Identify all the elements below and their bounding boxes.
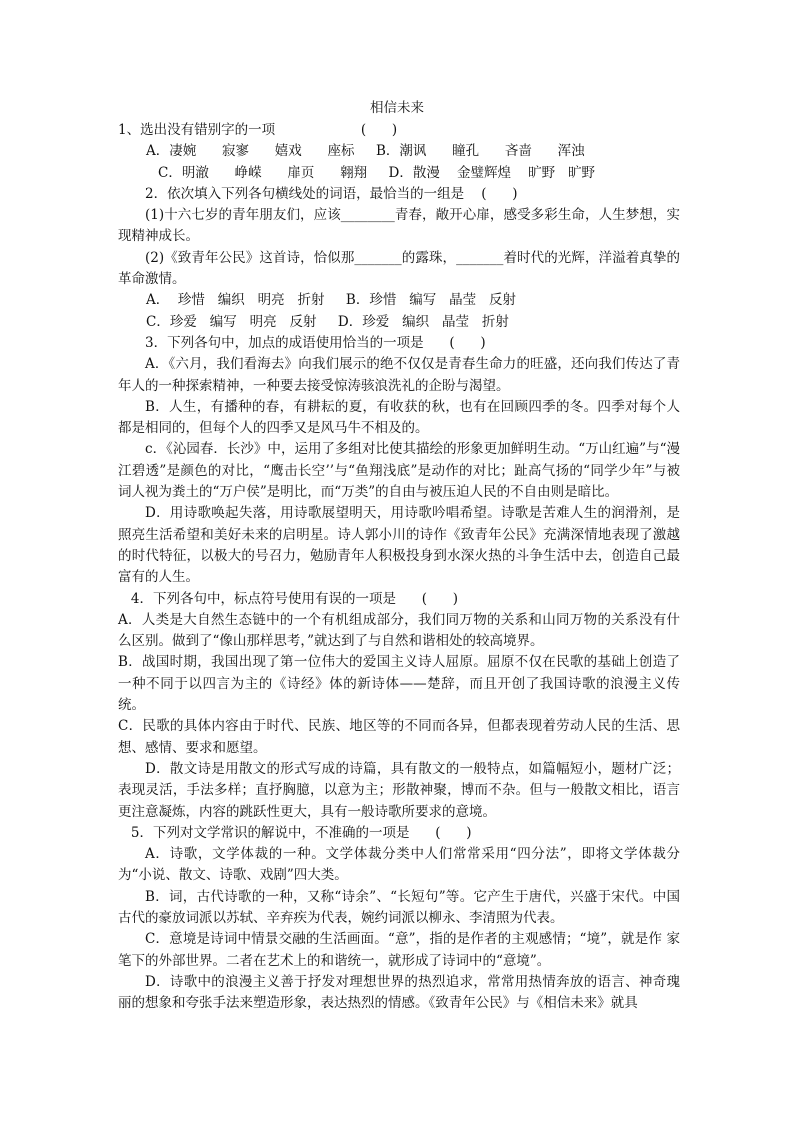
text-line: (2)《致青年公民》这首诗，恰似那_______的露珠，_______着时代的光辉，洋溢着真挚的革命激情。: [118, 249, 680, 288]
text-line: (1)十六七岁的青年朋友们，应该________青春，敞开心扉，感受多彩生命，人生梦想，实现精神成长。: [118, 207, 680, 245]
text-line: D．诗歌中的浪漫主义善于抒发对理想世界的热烈追求，常常用热情奔放的语言、神奇瑰丽的想象和夸张手法来塑造形象，表达热烈的情感。《致青年公民》与《相信未来》就具: [118, 973, 680, 1012]
text-line: D．用诗歌唤起失落，用诗歌展望明天，用诗歌吟唱希望。诗歌是苦难人生的润滑剂，是照亮生活希望和美好未来的启明星。诗人郭小川的诗作《致青年公民》充满深情地表现了激越的时代特征，以极大的号召力，勉励青年人积极投身到水深火热的斗争生活中去，创造自己最富有的人生。: [118, 505, 680, 586]
text-line: B．战国时期，我国出现了第一位伟大的爱国主义诗人屈原。屈原不仅在民歌的基础上创造了一种不同于以四言为主的《诗经》体的新诗体——楚辞，而且开创了我国诗歌的浪漫主义传统。: [118, 654, 680, 714]
text-line: B．人生，有播种的春，有耕耘的夏，有收获的秋，也有在回顾四季的冬。四季对每个人都是相同的，但每个人的四季又是风马牛不相及的。: [118, 398, 680, 437]
text-line: 4．下列各句中，标点符号使用有误的一项是 ( ): [118, 590, 458, 607]
text-line: A．人类是大自然生态链中的一个有机组成部分，我们同万物的关系和山同万物的关系没有什么区别。做到了“像山那样思考，”就达到了与自然和谐相处的较高境界。: [118, 611, 680, 650]
question-body: [118, 120, 680, 1014]
text-line: c．《沁园春．长沙》中，运用了多组对比使其描绘的形象更加鲜明生动。“万山红遍”与“漫江碧透”是颜色的对比，“鹰击长空’’与“鱼翔浅底”是动作的对比；趾高气扬的“同学少年”与被词人视为粪土的“万户侯”是明比，而“万类”的自由与被压迫人民的不自由则是暗比。: [118, 441, 680, 501]
text-line: 1、选出没有错别字的一项 ( ): [118, 122, 398, 138]
text-line: D．散文诗是用散文的形式写成的诗篇，具有散文的一般特点，如篇幅短小，题材广泛；表现灵活，手法多样；直抒胸臆，以意为主；形散神聚，博而不杂。但与一般散文相比，语言更注意凝炼，内容的跳跃性更大，具有一般诗歌所要求的意境。: [118, 760, 680, 820]
text-line: B．词，古代诗歌的一种，又称“诗余”、“长短句”等。它产生于唐代，兴盛于宋代。中国古代的豪放词派以苏轼、辛弃疾为代表，婉约词派以柳永、李清照为代表。: [118, 888, 680, 926]
text-line: A．诗歌，文学体裁的一种。文学体裁分类中人们常常采用“四分法”，即将文学体裁分为“小说、散文、诗歌、戏剧”四大类。: [118, 846, 680, 884]
text-line: A． 珍惜 编织 明亮 折射 B．珍惜 编写 晶莹 反射: [146, 292, 516, 309]
text-line: C．珍爱 编写 明亮 反射 D．珍爱 编织 晶莹 折射: [146, 313, 509, 330]
text-line: A．凄婉 寂寥 嬉戏 座标 B．潮讽 瞳孔 吝啬 浑浊: [146, 143, 585, 160]
text-line: 3．下列各句中，加点的成语使用恰当的一项是 ( ): [145, 334, 486, 351]
text-line: A．《六月，我们看海去》向我们展示的绝不仅仅是青春生命力的旺盛，还向我们传达了青年人的一种探索精神，一种要去接受惊涛骇浪洗礼的企盼与渴望。: [118, 356, 680, 394]
text-line: 5．下列对文学常识的解说中，不准确的一项是 ( ): [118, 824, 472, 841]
text-line: C．明澈 峥嵘 扉页 翱翔 D．散漫 金璧辉煌 旷野 旷野: [158, 164, 596, 181]
text-line: C．意境是诗词中情景交融的生活画面。“意”，指的是作者的主观感情；“境”，就是作 家笔下的外部世界。二者在艺术上的和谐统一，就形成了诗词中的“意境”。: [118, 931, 680, 969]
text-line: 2．依次填入下列各句横线处的词语，最恰当的一组是 ( ): [145, 185, 518, 202]
text-line: C．民歌的具体内容由于时代、民族、地区等的不同而各异，但都表现着劳动人民的生活、思想、感情、要求和愿望。: [118, 718, 680, 756]
page-title: 相信未来: [370, 100, 424, 116]
